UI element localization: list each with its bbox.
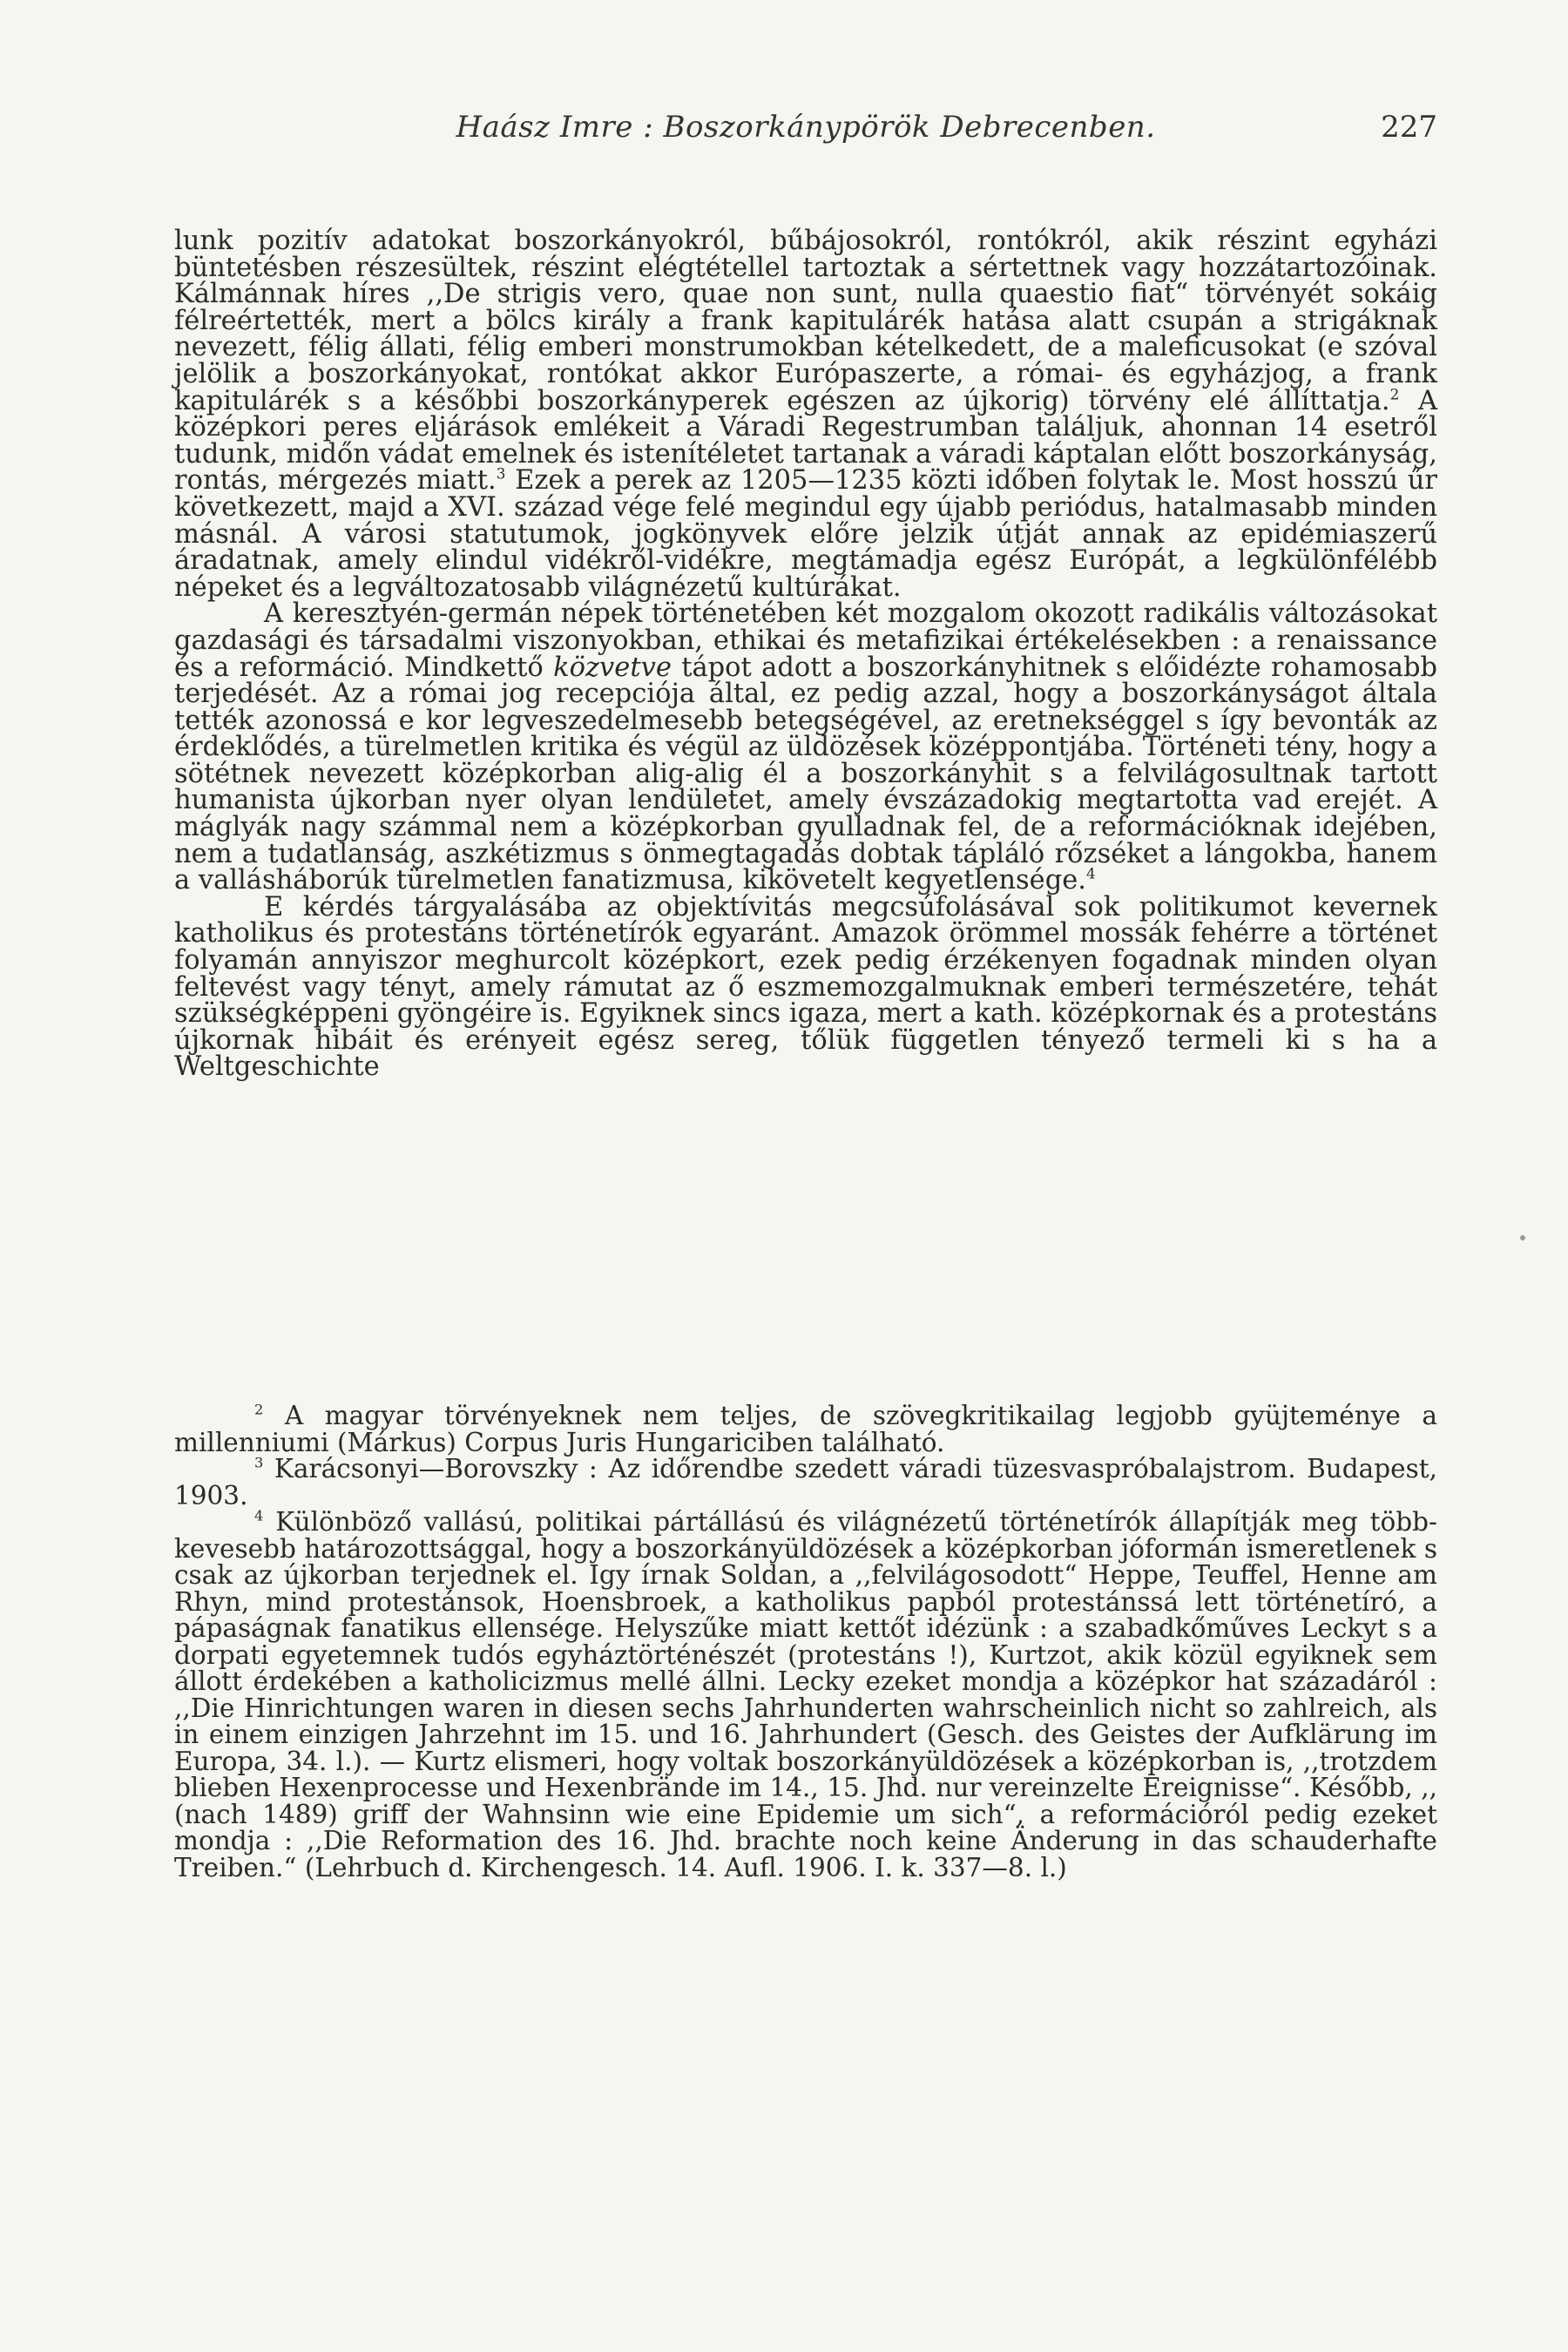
footnote-ref-4: 4 <box>1085 864 1096 882</box>
footnote-mark: 3 <box>254 1454 264 1471</box>
paragraph-1-part-a: lunk pozitív adatokat boszorkányokról, bűbájosokról, rontókról, akik részint egyházi büntetésben részesültek, részint elégtétellel tartoztak a sértettnek vagy hozzátartozóinak. Kálmánnak híres ,,De strigis vero, quae non sunt, nulla quaestio fiat“ törvényét sokáig félreértették, mert a bölcs király a frank kapitulárék hatása alatt csupán a strigáknak nevezett, félig állati, félig emberi monstrumokban kételkedett, de a maleficusokat (e szóval jelölik a boszorkányokat, rontókat akkor Európaszerte, a római- és egyházjog, a frank kapitulárék s a későbbi boszorkányperek egészen az újkorig) törvény elé állíttatja. <box>174 226 1437 416</box>
paragraph-1-part-c: Ezek a perek az 1205—1235 közti időben folytak le. Most hosszú űr következett, majd a XVI. század vége felé megindul egy újabb periódus, hatalmasabb minden másnál. A városi statutumok, jogkönyvek előre jelzik útját annak az epidémiaszerű áradatnak, amely elindul vidékről-vidékre, megtámadja egész Európát, a legkülönfélébb népeket és a legváltozatosabb világnézetű kultúrákat. <box>174 465 1437 603</box>
footnotes <box>174 1402 1437 1881</box>
footnote-mark: 2 <box>254 1401 264 1418</box>
page-number: 227 <box>1381 110 1437 145</box>
footnote <box>174 1456 1437 1509</box>
footnote-ref-3: 3 <box>496 464 506 483</box>
paragraph-1 <box>174 228 1437 601</box>
footnote-mark: 4 <box>254 1507 264 1524</box>
paragraph-2-part-a: A keresztyén-germán népek történetében két mozgalom okozott radikális változásokat gazdasági és társadalmi viszonyokban, ethikai és metafizikai értékelésekben : a renaissance és a reformáció. Mindkettő <box>174 598 1437 683</box>
footnote-text: Karácsonyi—Borovszky : Az időrendbe szedett váradi tüzesvaspróbalajstrom. Budapest, 1903. <box>174 1454 1437 1511</box>
footnote-text: Különböző vallású, politikai pártállású és világnézetű történetírók állapítják meg több-kevesebb határozottsággal, hogy a boszorkányüldözések a középkorban jóformán ismeretlenek s csak az újkorban terjednek el. Igy írnak Soldan, a ,,felvilágosodott“ Heppe, Teuffel, Henne am Rhyn, mind protestánsok, Hoensbroek, a katholikus papból protestánssá lett történetíró, a pápaságnak fanatikus ellensége. Helyszűke miatt kettőt idézünk : a szabadkőműves Leckyt s a dorpati egyetemnek tudós egyháztörténészét (protestáns !), Kurtzot, akik közül egyiknek sem állott érdekében a katholicizmus mellé állni. Lecky ezeket mondja a középkor hat századáról : ,,Die Hinrichtungen waren in diesen sechs Jahrhunderten wahrscheinlich nicht so zahlreich, als in einem einzigen Jahrzehnt im 15. und 16. Jahrhundert (Gesch. des Geistes der Aufklärung im Europa, 34. l.). — Kurtz elismeri, hogy voltak boszorkányüldözések a középkorban is, ,,trotzdem blieben Hexenprocesse und Hexenbrände im 14., 15. Jhd. nur vereinzelte Ereignisse“. Később, ,,(nach 1489) griff der Wahnsinn wie eine Epidemie um sich“, a reformációról pedig ezeket mondja : ,,Die Reformation des 16. Jhd. brachte noch keine Änderung in das schauderhafte Treiben.“ (Lehrbuch d. Kirchengesch. 14. Aufl. 1906. I. k. 337—8. l.) <box>174 1507 1437 1882</box>
paragraph-2-italic: közvetve <box>553 652 672 683</box>
paragraph-1-part-b: A középkori peres eljárások emlékeit a Váradi Regestrumban találjuk, ahonnan 14 esetről tudunk, midőn vádat emelnek és istenítéletet tartanak a váradi káptalan előtt boszorkányság, rontás, mérgezés miatt. <box>174 385 1437 497</box>
margin-dot <box>1520 1235 1525 1240</box>
footnote-text: A magyar törvényeknek nem teljes, de szövegkritikailag legjobb gyüjteménye a millenniumi (Márkus) Corpus Juris Hungariciben található. <box>174 1401 1437 1457</box>
footnote-ref-2: 2 <box>1389 384 1400 402</box>
running-title: Haász Imre : Boszorkánypörök Debrecenben. <box>456 110 1156 145</box>
paragraph-2 <box>174 598 1437 896</box>
page-header <box>174 110 1437 162</box>
main-text <box>174 228 1437 1081</box>
footnote <box>174 1402 1437 1456</box>
paragraph-2-part-b: tápot adott a boszorkányhitnek s előidézte rohamosabb terjedését. Az a római jog recepciója által, ez pedig azzal, hogy a boszorkányságot általa tették azonossá e kor legveszedelmesebb betegségével, az eretnekséggel s így bevonták az érdeklődés, a türelmetlen kritika és végül az üldözések középpontjába. Történeti tény, hogy a sötétnek nevezett középkorban alig-alig él a boszorkányhit s a felvilágosultnak tartott humanista újkorban nyer olyan lendületet, amely évszázadokig megtartotta vad erejét. A máglyák nagy számmal nem a középkorban gyulladnak fel, de a reformációknak idejében, nem a tudatlanság, aszkétizmus s önmegtagadás dobtak tápláló rőzséket a lángokba, hanem a vallásháborúk türelmetlen fanatizmusa, kikövetelt kegyetlensége. <box>174 652 1437 896</box>
paragraph-3: E kérdés tárgyalásába az objektívitás megcsúfolásával sok politikumot kevernek katholikus és protestáns történetírók egyaránt. Amazok örömmel mossák fehérre a történet folyamán annyiszor meghurcolt középkort, ezek pedig érzékenyen fogadnak minden olyan feltevést vagy tényt, amely rámutat az ő eszmemozgalmuknak emberi természetére, tehát szükségképpeni gyöngéire is. Egyiknek sincs igaza, mert a kath. középkornak és a protestáns újkornak hibáit és erényeit egész sereg, tőlük független tényező termeli ki s ha a Weltgeschichte <box>174 891 1437 1083</box>
footnote <box>174 1509 1437 1881</box>
